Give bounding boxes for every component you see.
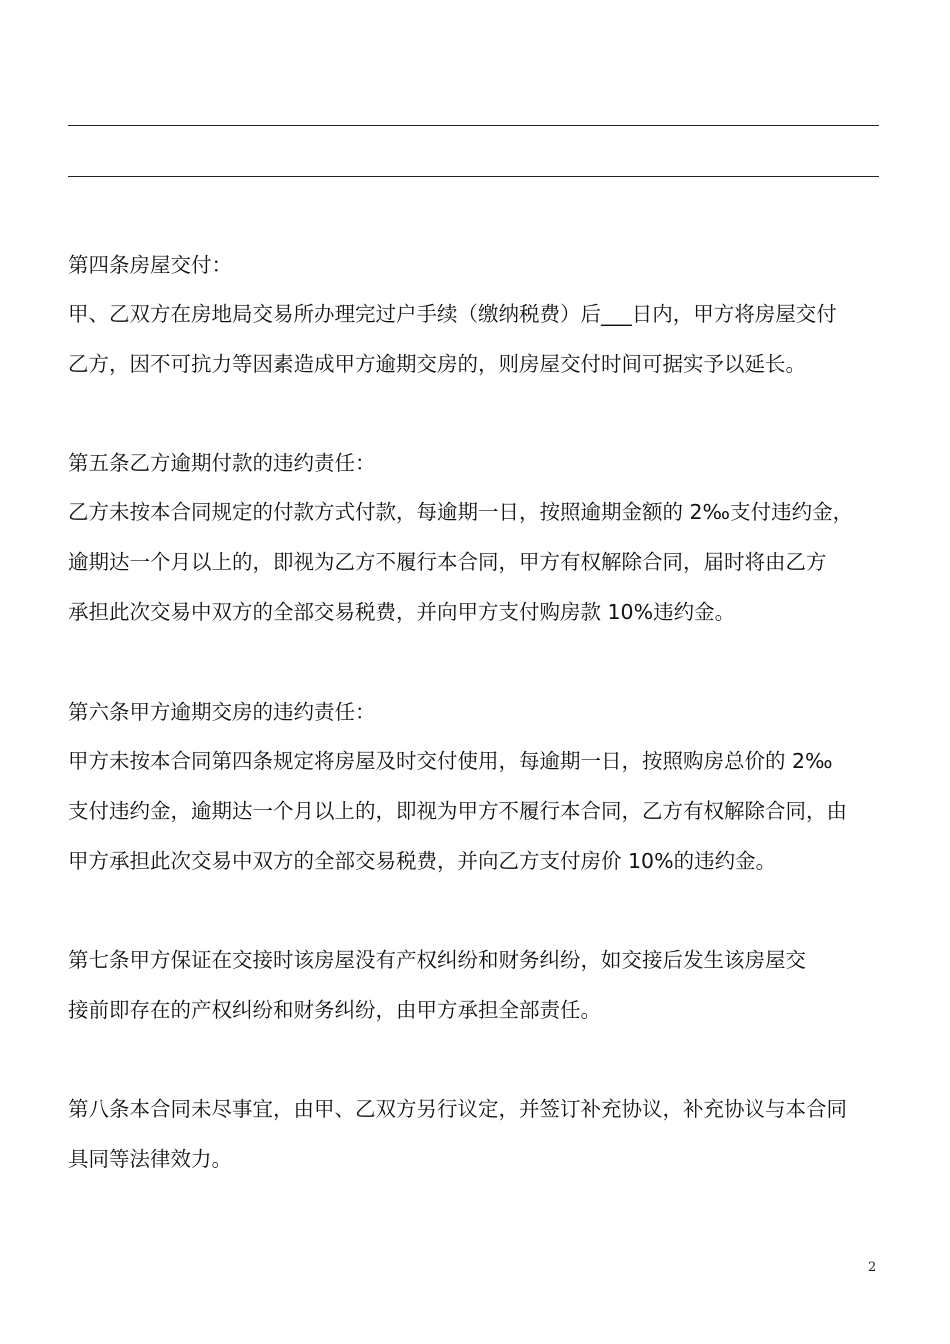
clause-8-line-1: 第八条本合同未尽事宜，由甲、乙双方另行议定，并签订补充协议，补充协议与本合同 bbox=[68, 1097, 847, 1121]
clause-6-line-2: 支付违约金，逾期达一个月以上的，即视为甲方不履行本合同，乙方有权解除合同，由 bbox=[68, 799, 847, 823]
blank-fill-line bbox=[68, 176, 879, 177]
clause-5-heading: 第五条乙方逾期付款的违约责任： bbox=[68, 451, 376, 475]
clause-4-line-2: 乙方，因不可抗力等因素造成甲方逾期交房的，则房屋交付时间可据实予以延长。 bbox=[68, 352, 806, 376]
clause-4-heading: 第四条房屋交付： bbox=[68, 253, 232, 277]
page-number: 2 bbox=[868, 1260, 877, 1275]
blank-fill-line bbox=[68, 125, 879, 126]
clause-6-heading: 第六条甲方逾期交房的违约责任： bbox=[68, 700, 376, 724]
clause-5-line-3: 承担此次交易中双方的全部交易税费，并向甲方支付购房款 10%违约金。 bbox=[68, 600, 736, 624]
clause-7-line-2: 接前即存在的产权纠纷和财务纠纷，由甲方承担全部责任。 bbox=[68, 998, 601, 1022]
clause-8-line-2: 具同等法律效力。 bbox=[68, 1147, 232, 1171]
clause-5-line-2: 逾期达一个月以上的，即视为乙方不履行本合同，甲方有权解除合同，届时将由乙方 bbox=[68, 550, 827, 574]
clause-6-line-1: 甲方未按本合同第四条规定将房屋及时交付使用，每逾期一日，按照购房总价的 2‰ bbox=[68, 749, 833, 773]
clause-4-line-1: 甲、乙双方在房地局交易所办理完过户手续（缴纳税费）后___日内，甲方将房屋交付 bbox=[68, 302, 837, 326]
clause-7-line-1: 第七条甲方保证在交接时该房屋没有产权纠纷和财务纠纷，如交接后发生该房屋交 bbox=[68, 948, 806, 972]
clause-5-line-1: 乙方未按本合同规定的付款方式付款，每逾期一日，按照逾期金额的 2‰支付违约金， bbox=[68, 500, 854, 524]
clause-6-line-3: 甲方承担此次交易中双方的全部交易税费，并向乙方支付房价 10%的违约金。 bbox=[68, 849, 777, 873]
